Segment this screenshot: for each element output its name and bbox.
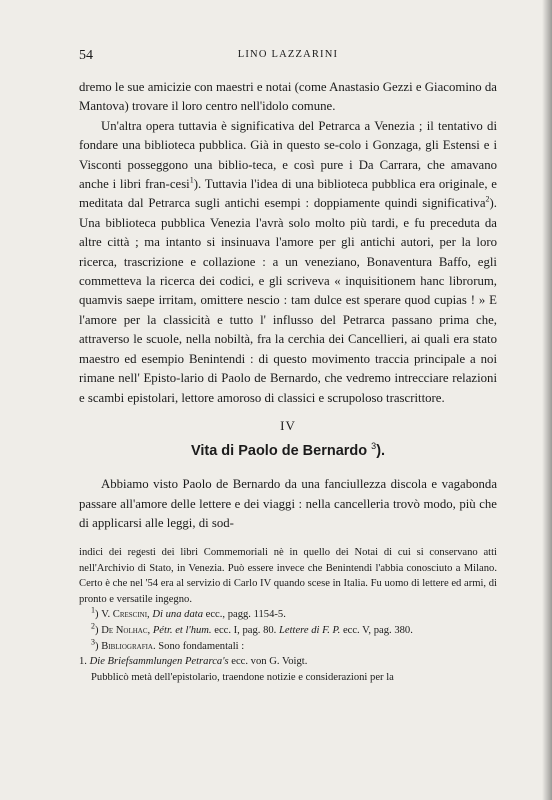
section-title: Vita di Paolo de Bernardo $^3$). xyxy=(190,441,386,459)
page-edge-shadow xyxy=(542,0,552,800)
bibliography-item-description: Pubblicò metà dell'epistolario, traendone notizie e considerazioni per la xyxy=(91,671,394,683)
section-text xyxy=(79,475,497,534)
main-text xyxy=(79,78,497,408)
page-number: 54 xyxy=(79,48,93,63)
footnote-ref: 2 xyxy=(485,195,490,205)
section-number: IV xyxy=(280,418,296,433)
footnote-continuation: indici dei regesti dei libri Commemoriali nè in quello dei Notai di cui si conservano atti nell'Archivio di Stato, in Venezia. Può essere invece che Benintendi l'abbia conosciuto a Milano. Certo è che nel '54 era al servizio di Carlo IV quando scese in Italia. Fu uomo di lettere ed armi, di pronto e versatile ingegno. xyxy=(79,547,497,605)
footnote-ref: 1 xyxy=(189,175,194,185)
section-heading xyxy=(79,418,497,459)
footnotes xyxy=(79,545,497,685)
footnote-1: $^1$) V. Crescini, Di una data ecc., pagg. 1154-5. xyxy=(91,605,286,621)
footnote-ref: 3 xyxy=(371,441,377,452)
running-head: LINO LAZZARINI xyxy=(237,49,339,60)
paragraph: Abbiamo visto Paolo de Bernardo da una fanciullezza discola e vagabonda passare all'amore delle lettere e dei viaggi : nella cancelleria trovò modo, più che di applicarsi alle leggi, di sod- xyxy=(79,477,498,531)
paragraph: Un'altra opera tuttavia è significativa del Petrarca a Venezia ; il tentativo di fondare una biblioteca pubblica. Già in questo se-colo i Gonzaga, gli Estensi e i Visconti posseggono una biblio-teca, e così pure i Da Carrara, che amavano anche i libri fran-cesi$^1$). Tuttavia l'idea di una biblioteca pubblica era originale, e meditata dal Petrarca sugli antichi esempi : doppiamente quindi significativa$^2$). Una biblioteca pubblica Venezia l'avrà solo molto più tardi, e fu preceduta da altre città ; ma intanto si insinuava l'amore per gli antichi autori, per la loro ricerca, trascrizione e collazione : a un veneziano, Bonaventura Baffo, egli commetteva la ricerca dei codici, e gli scriveva « inquisitionem hanc librorum, quamvis saepe irritam, omittere nescio : tam dulce est sperare quod cupias ! » E l'amore per la classicità e tutto l' influsso del Petrarca passano prima che, attraverso le scuole, nella nobiltà, fra la cerchia dei Cancellieri, ai quali era stato maestro ed esempio Benintendi : di questo movimento traccia principale a noi rimane nell' Episto-lario di Paolo de Bernardo, che vedremo intrecciare relazioni e scambi epistolari, lettore amoroso di classici e scrupoloso trascrittore. xyxy=(79,118,498,405)
text-line: dremo le sue amicizie con maestri e notai (come Anastasio Gezzi e Giacomino da Mantova) trovare il loro centro nell'idolo comune. xyxy=(79,80,497,114)
footnote-2: $^2$) De Nolhac, Pétr. et l'hum. ecc. I, pag. 80. Lettere di F. P. ecc. V, pag. 380. xyxy=(91,621,413,636)
footnote-3: $^3$) Bibliografia. Sono fondamentali : xyxy=(91,637,245,652)
page-header xyxy=(79,48,497,66)
bibliography-item: 1. Die Briefsammlungen Petrarca's ecc. von G. Voigt. xyxy=(79,656,308,668)
